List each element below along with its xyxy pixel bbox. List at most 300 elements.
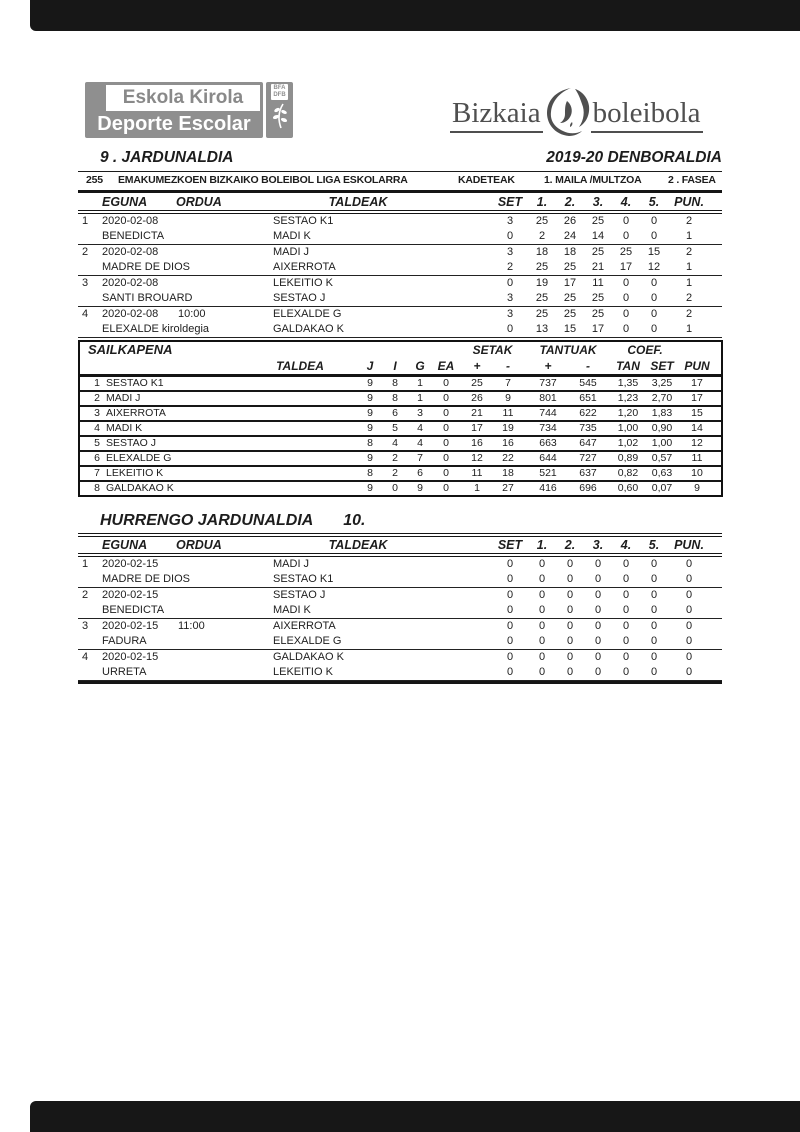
col-set3: 3. [592, 538, 604, 552]
score-cell: 0 [506, 323, 514, 335]
stat-cell: 735 [579, 422, 597, 434]
stat-cell: 1 [417, 377, 423, 389]
score-cell: 0 [622, 292, 630, 304]
stat-cell: 3,25 [651, 377, 673, 389]
match-row [78, 588, 722, 619]
score-cell: 0 [650, 230, 658, 242]
score-cell: 0 [594, 558, 602, 570]
stat-cell: 3 [417, 407, 423, 419]
score-cell: 1 [685, 230, 693, 242]
competition-division: 1. MAILA /MULTZOA [544, 174, 642, 186]
away-team: SESTAO K1 [273, 573, 334, 585]
stat-cell: 17 [691, 392, 703, 404]
col-pun: PUN [684, 359, 710, 373]
score-cell: 15 [563, 323, 577, 335]
school-sport-logo [85, 82, 293, 138]
home-team: GALDAKAO K [273, 651, 344, 663]
score-cell: 0 [685, 604, 693, 616]
col-coef-set: SET [650, 359, 674, 373]
stat-cell: 644 [539, 452, 557, 464]
standings-row [80, 465, 721, 480]
stat-cell: 12 [471, 452, 483, 464]
match-date: 2020-02-08 [102, 246, 159, 258]
home-team: LEKEITIO K [273, 277, 333, 289]
stat-cell: 0,82 [617, 467, 639, 479]
stat-cell: 1,35 [617, 377, 639, 389]
venue: BENEDICTA [102, 604, 165, 616]
school-sport-logo-box [85, 82, 263, 138]
score-cell: 0 [566, 651, 574, 663]
score-cell: 0 [506, 277, 514, 289]
score-cell: 25 [563, 292, 577, 304]
stat-cell: 0 [443, 467, 449, 479]
top-scan-bar [30, 0, 800, 31]
col-g: G [415, 359, 425, 373]
match-number: 1 [82, 558, 89, 570]
stat-cell: 21 [471, 407, 483, 419]
next-matchday-title: HURRENGO JARDUNALDIA [100, 512, 313, 529]
score-cell: 0 [622, 558, 630, 570]
score-cell: 3 [506, 292, 514, 304]
team-name: AIXERROTA [106, 407, 166, 419]
team-name: ELEXALDE G [106, 452, 172, 464]
col-ordua: ORDUA [176, 195, 222, 209]
stat-cell: 4 [417, 437, 423, 449]
col-set1: 1. [536, 195, 548, 209]
score-cell: 0 [538, 558, 546, 570]
stat-cell: 801 [539, 392, 557, 404]
score-cell: 0 [506, 558, 514, 570]
stat-cell: 696 [579, 482, 597, 494]
match-number: 1 [82, 215, 89, 227]
score-cell: 1 [685, 277, 693, 289]
score-cell: 0 [685, 558, 693, 570]
score-cell: 0 [622, 573, 630, 585]
match-date: 2020-02-15 [102, 558, 159, 570]
stat-cell: 6 [392, 407, 398, 419]
stat-cell: 11 [691, 452, 703, 464]
team-name: SESTAO J [106, 437, 156, 449]
standings-table [78, 340, 723, 497]
venue: BENEDICTA [102, 230, 165, 242]
away-team: MADI K [273, 604, 311, 616]
score-cell: 0 [506, 651, 514, 663]
bfa-dfb-badge [266, 82, 293, 138]
col-points-minus: - [586, 359, 590, 373]
score-cell: 0 [622, 604, 630, 616]
score-cell: 0 [538, 589, 546, 601]
match-row [78, 557, 722, 588]
stat-cell: 4 [392, 437, 398, 449]
match-row [78, 276, 722, 307]
score-cell: 2 [685, 215, 693, 227]
stat-cell: 416 [539, 482, 557, 494]
venue: ELEXALDE kiroldegia [102, 323, 210, 335]
score-cell: 25 [591, 292, 605, 304]
match-row [78, 650, 722, 681]
score-cell: 0 [566, 558, 574, 570]
away-team: LEKEITIO K [273, 666, 333, 678]
stat-cell: 637 [579, 467, 597, 479]
col-set: SET [497, 195, 523, 209]
away-team: MADI K [273, 230, 311, 242]
logo-bizkaia-text: Bizkaia [450, 99, 543, 133]
home-team: MADI J [273, 246, 310, 258]
score-cell: 0 [566, 604, 574, 616]
score-cell: 0 [650, 215, 658, 227]
col-sets-plus: + [473, 359, 481, 373]
group-tantuak: TANTUAK [539, 343, 597, 357]
stat-cell: 2,70 [651, 392, 673, 404]
title-row [78, 149, 722, 168]
match-row [78, 214, 722, 245]
col-points-plus: + [544, 359, 552, 373]
score-cell: 0 [538, 620, 546, 632]
stat-cell: 1,20 [617, 407, 639, 419]
score-cell: 0 [622, 589, 630, 601]
away-team: SESTAO J [273, 292, 326, 304]
competition-name: EMAKUMEZKOEN BIZKAIKO BOLEIBOL LIGA ESKOLARRA [118, 174, 408, 186]
stat-cell: 0 [443, 422, 449, 434]
stat-cell: 15 [691, 407, 703, 419]
col-ordua: ORDUA [176, 538, 222, 552]
matchday-title: 9 . JARDUNALDIA [100, 149, 234, 166]
score-cell: 0 [538, 604, 546, 616]
score-cell: 11 [592, 277, 604, 289]
rank: 2 [94, 392, 100, 404]
stat-cell: 4 [417, 422, 423, 434]
venue: SANTI BROUARD [102, 292, 193, 304]
match-date: 2020-02-15 [102, 620, 159, 632]
stat-cell: 9 [417, 482, 423, 494]
match-row [78, 245, 722, 276]
stat-cell: 744 [539, 407, 557, 419]
score-cell: 0 [685, 573, 693, 585]
fern-icon [271, 100, 289, 135]
team-name: SESTAO K1 [106, 377, 164, 389]
competition-phase: 2 . FASEA [668, 174, 716, 186]
match-time: 11:00 [178, 620, 205, 632]
col-taldeak: TALDEAK [328, 195, 388, 209]
score-cell: 0 [685, 589, 693, 601]
col-set5: 5. [648, 538, 660, 552]
away-team: AIXERROTA [273, 261, 336, 273]
score-cell: 0 [685, 651, 693, 663]
score-cell: 0 [650, 651, 658, 663]
stat-cell: 16 [471, 437, 483, 449]
score-cell: 0 [622, 308, 630, 320]
venue: URRETA [102, 666, 147, 678]
score-cell: 0 [650, 620, 658, 632]
divider [78, 190, 722, 193]
stat-cell: 0 [443, 407, 449, 419]
stat-cell: 521 [539, 467, 557, 479]
group-setak: SETAK [472, 343, 513, 357]
col-set4: 4. [620, 195, 632, 209]
results-table [78, 194, 722, 338]
score-cell: 0 [622, 230, 630, 242]
score-cell: 0 [622, 277, 630, 289]
score-cell: 0 [566, 635, 574, 647]
stat-cell: 0 [443, 452, 449, 464]
match-date: 2020-02-08 [102, 215, 159, 227]
stat-cell: 14 [691, 422, 703, 434]
col-eguna: EGUNA [102, 195, 148, 209]
stat-cell: 12 [691, 437, 703, 449]
stat-cell: 19 [502, 422, 514, 434]
stat-cell: 11 [471, 467, 483, 479]
match-time: 10:00 [178, 308, 206, 320]
score-cell: 0 [650, 558, 658, 570]
divider [78, 681, 722, 684]
score-cell: 21 [591, 261, 605, 273]
score-cell: 25 [619, 246, 633, 258]
score-cell: 0 [594, 589, 602, 601]
col-i: I [393, 359, 397, 373]
stat-cell: 651 [579, 392, 597, 404]
col-pun: PUN. [674, 195, 704, 209]
match-number: 3 [82, 620, 89, 632]
score-cell: 25 [535, 292, 549, 304]
stat-cell: 27 [502, 482, 514, 494]
stat-cell: 9 [367, 422, 373, 434]
team-name: GALDAKAO K [106, 482, 174, 494]
stat-cell: 734 [539, 422, 557, 434]
next-matchday-heading [100, 512, 365, 530]
stat-cell: 0,63 [651, 467, 673, 479]
home-team: SESTAO J [273, 589, 326, 601]
stat-cell: 0 [443, 392, 449, 404]
score-cell: 25 [563, 261, 577, 273]
venue: MADRE DE DIOS [102, 573, 191, 585]
stat-cell: 0,07 [651, 482, 673, 494]
stat-cell: 10 [691, 467, 703, 479]
score-cell: 18 [535, 246, 549, 258]
col-set4: 4. [620, 538, 632, 552]
standings-row [80, 420, 721, 435]
col-j: J [366, 359, 374, 373]
stat-cell: 16 [502, 437, 514, 449]
score-cell: 0 [594, 666, 602, 678]
away-team: ELEXALDE G [273, 635, 342, 647]
stat-cell: 622 [579, 407, 597, 419]
score-cell: 3 [506, 308, 514, 320]
score-cell: 0 [622, 651, 630, 663]
score-cell: 2 [685, 246, 693, 258]
rank: 6 [94, 452, 100, 464]
col-set3: 3. [592, 195, 604, 209]
stat-cell: 1,02 [617, 437, 639, 449]
results-table-header [78, 194, 722, 210]
match-number: 2 [82, 246, 89, 258]
score-cell: 19 [535, 277, 549, 289]
rank: 5 [94, 437, 100, 449]
stat-cell: 0 [443, 482, 449, 494]
score-cell: 0 [566, 589, 574, 601]
badge-dfb-label: DFB [273, 92, 286, 98]
stat-cell: 22 [502, 452, 514, 464]
col-sets-minus: - [506, 359, 510, 373]
col-taldeak: TALDEAK [328, 538, 388, 552]
score-cell: 0 [622, 620, 630, 632]
score-cell: 0 [650, 277, 658, 289]
score-cell: 0 [594, 651, 602, 663]
stat-cell: 1,23 [617, 392, 639, 404]
score-cell: 26 [563, 215, 577, 227]
col-pun: PUN. [674, 538, 704, 552]
col-set: SET [497, 538, 523, 552]
score-cell: 0 [506, 230, 514, 242]
score-cell: 0 [538, 635, 546, 647]
stat-cell: 8 [367, 467, 373, 479]
stat-cell: 0 [443, 437, 449, 449]
score-cell: 0 [650, 589, 658, 601]
stat-cell: 1 [417, 392, 423, 404]
stat-cell: 647 [579, 437, 597, 449]
score-cell: 0 [538, 651, 546, 663]
stat-cell: 0,60 [617, 482, 639, 494]
score-cell: 0 [685, 666, 693, 678]
score-cell: 12 [647, 261, 661, 273]
stat-cell: 0,89 [617, 452, 639, 464]
score-cell: 25 [535, 261, 549, 273]
competition-category: KADETEAK [458, 174, 515, 186]
stat-cell: 8 [392, 377, 398, 389]
stat-cell: 727 [579, 452, 597, 464]
score-cell: 25 [591, 246, 605, 258]
score-cell: 0 [506, 604, 514, 616]
stat-cell: 1,00 [617, 422, 639, 434]
score-cell: 0 [650, 604, 658, 616]
score-cell: 25 [591, 308, 605, 320]
score-cell: 0 [566, 573, 574, 585]
stat-cell: 1 [474, 482, 480, 494]
stat-cell: 9 [367, 392, 373, 404]
home-team: SESTAO K1 [273, 215, 334, 227]
standings-row [80, 390, 721, 405]
score-cell: 3 [506, 246, 514, 258]
logo-spanish-text: Deporte Escolar [97, 113, 251, 135]
col-set1: 1. [536, 538, 548, 552]
stat-cell: 8 [392, 392, 398, 404]
home-team: ELEXALDE G [273, 308, 342, 320]
match-date: 2020-02-15 [102, 651, 159, 663]
away-team: GALDAKAO K [273, 323, 344, 335]
score-cell: 25 [535, 308, 549, 320]
logo-basque-text: Eskola Kirola [106, 85, 260, 111]
stat-cell: 7 [417, 452, 423, 464]
boleibola-ball-icon [543, 86, 591, 146]
stat-cell: 9 [694, 482, 700, 494]
stat-cell: 9 [505, 392, 511, 404]
stat-cell: 0,90 [651, 422, 673, 434]
match-date: 2020-02-08 [102, 308, 159, 320]
stat-cell: 1,83 [651, 407, 673, 419]
match-date: 2020-02-15 [102, 589, 159, 601]
rank: 1 [94, 377, 100, 389]
rank: 7 [94, 467, 100, 479]
bizkaia-boleibola-logo [450, 86, 703, 146]
score-cell: 3 [506, 215, 514, 227]
stat-cell: 9 [367, 407, 373, 419]
match-row [78, 307, 722, 338]
venue: FADURA [102, 635, 147, 647]
score-cell: 0 [594, 635, 602, 647]
score-cell: 0 [650, 323, 658, 335]
stat-cell: 2 [392, 452, 398, 464]
venue: MADRE DE DIOS [102, 261, 191, 273]
score-cell: 0 [506, 620, 514, 632]
match-date: 2020-02-08 [102, 277, 159, 289]
col-eguna: EGUNA [102, 538, 148, 552]
score-cell: 0 [566, 620, 574, 632]
stat-cell: 9 [367, 377, 373, 389]
score-cell: 0 [685, 620, 693, 632]
team-name: MADI K [106, 422, 143, 434]
stat-cell: 737 [539, 377, 557, 389]
col-set2: 2. [564, 195, 576, 209]
stat-cell: 18 [502, 467, 514, 479]
standings-title: SAILKAPENA [88, 342, 173, 357]
score-cell: 25 [591, 215, 605, 227]
score-cell: 2 [685, 292, 693, 304]
stat-cell: 1,00 [651, 437, 673, 449]
score-cell: 0 [594, 604, 602, 616]
score-cell: 1 [685, 261, 693, 273]
standings-row [80, 377, 721, 390]
score-cell: 1 [685, 323, 693, 335]
col-set5: 5. [648, 195, 660, 209]
score-cell: 25 [563, 308, 577, 320]
score-cell: 24 [563, 230, 577, 242]
score-cell: 0 [506, 589, 514, 601]
stat-cell: 545 [579, 377, 597, 389]
competition-code: 255 [86, 174, 103, 186]
home-team: AIXERROTA [273, 620, 336, 632]
standings-title-row [80, 342, 721, 358]
competition-row [78, 174, 722, 189]
score-cell: 18 [563, 246, 577, 258]
score-cell: 0 [538, 666, 546, 678]
score-cell: 14 [591, 230, 605, 242]
match-number: 3 [82, 277, 89, 289]
score-cell: 0 [622, 215, 630, 227]
score-cell: 0 [650, 573, 658, 585]
score-cell: 0 [538, 573, 546, 585]
score-cell: 2 [538, 230, 546, 242]
score-cell: 0 [566, 666, 574, 678]
standings-header-row [80, 358, 721, 374]
badge-bfa-label: BFA [273, 85, 286, 91]
stat-cell: 25 [471, 377, 483, 389]
stat-cell: 0 [392, 482, 398, 494]
score-cell: 0 [506, 666, 514, 678]
score-cell: 0 [622, 323, 630, 335]
match-number: 4 [82, 651, 89, 663]
stat-cell: 17 [471, 422, 483, 434]
standings-row [80, 450, 721, 465]
col-set2: 2. [564, 538, 576, 552]
col-coef-tan: TAN [616, 359, 640, 373]
stat-cell: 2 [392, 467, 398, 479]
score-cell: 0 [650, 635, 658, 647]
divider [78, 171, 722, 172]
score-cell: 0 [622, 666, 630, 678]
team-name: MADI J [106, 392, 141, 404]
col-ea: EA [437, 359, 455, 373]
stat-cell: 0 [443, 377, 449, 389]
stat-cell: 663 [539, 437, 557, 449]
